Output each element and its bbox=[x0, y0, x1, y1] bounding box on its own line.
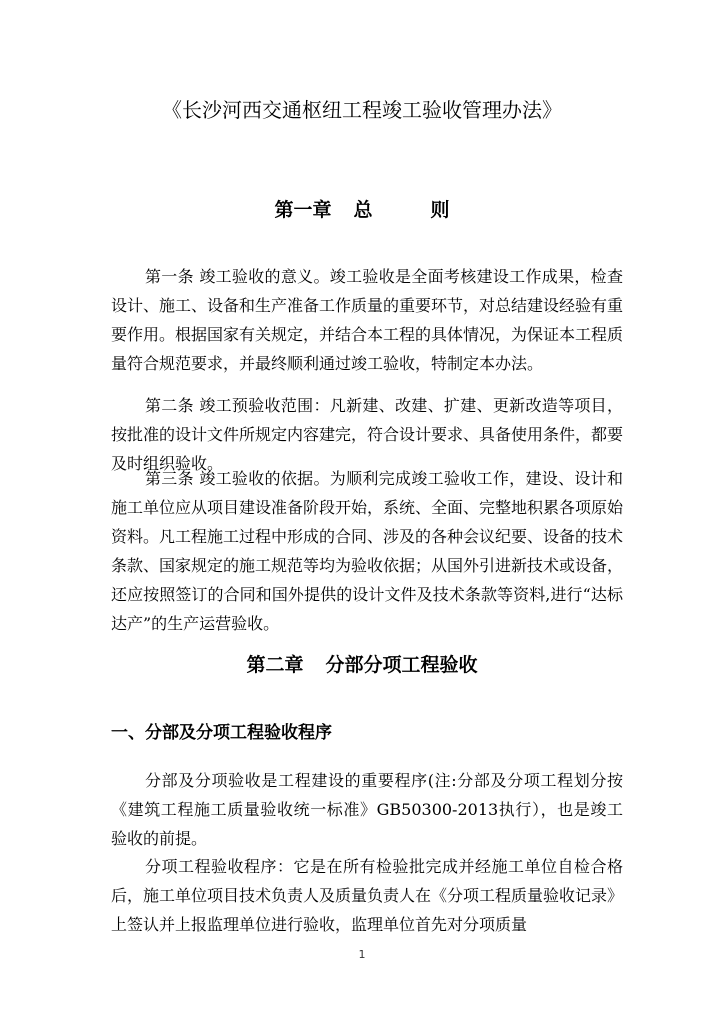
section-1-heading: 一、分部及分项工程验收程序 bbox=[111, 723, 332, 743]
article-1-paragraph: 第一条 竣工验收的意义。竣工验收是全面考核建设工作成果，检查设计、施工、设备和生产准备工作质量的重要环节，对总结建设经验有重要作用。根据国家有关规定，并结合本工程的具体情况，为保证本工程质量符合规范要求，并最终顺利通过竣工验收，特制定本办法。 bbox=[111, 267, 624, 373]
document-title: 《长沙河西交通枢纽工程竣工验收管理办法》 bbox=[162, 98, 562, 122]
chapter-2-label: 第二章 bbox=[246, 654, 304, 676]
procedure-paragraph: 分项工程验收程序：它是在所有检验批完成并经施工单位自检合格后，施工单位项目技术负责人及质量负责人在《分项工程质量验收记录》上签认并上报监理单位进行验收，监理单位首先对分项质量 bbox=[111, 857, 624, 934]
chapter-1-label: 第一章 bbox=[274, 199, 332, 221]
chapter-2-name: 分部分项工程验收 bbox=[325, 654, 478, 676]
article-3-paragraph: 第三条 竣工验收的依据。为顺利完成竣工验收工作，建设、设计和施工单位应从项目建设准备阶段开始，系统、全面、完整地积累各项原始资料。凡工程施工过程中形成的合同、涉及的各种会议纪要、设备的技术条款、国家规定的施工规范等均为验收依据；从国外引进新技术或设备，还应按照签订的合同和国外提供的设计文件及技术条款等资料,进行“达标达产”的生产运营验收。 bbox=[111, 469, 624, 633]
article-2-paragraph: 第二条 竣工预验收范围：凡新建、改建、扩建、更新改造等项目，按批准的设计文件所规定内容建完，符合设计要求、具备使用条件，都要及时组织验收。 bbox=[111, 396, 624, 473]
intro-paragraph: 分部及分项验收是工程建设的重要程序(注:分部及分项工程划分按《建筑工程施工质量验收统一标准》GB50300-2013执行），也是竣工验收的前提。 bbox=[111, 771, 623, 848]
chapter-1-heading bbox=[0, 197, 724, 223]
chapter-1-word-1: 总 bbox=[353, 199, 373, 221]
chapter-1-word-2: 则 bbox=[430, 199, 450, 221]
page-number: 1 bbox=[358, 948, 366, 961]
chapter-2-heading bbox=[0, 652, 724, 678]
